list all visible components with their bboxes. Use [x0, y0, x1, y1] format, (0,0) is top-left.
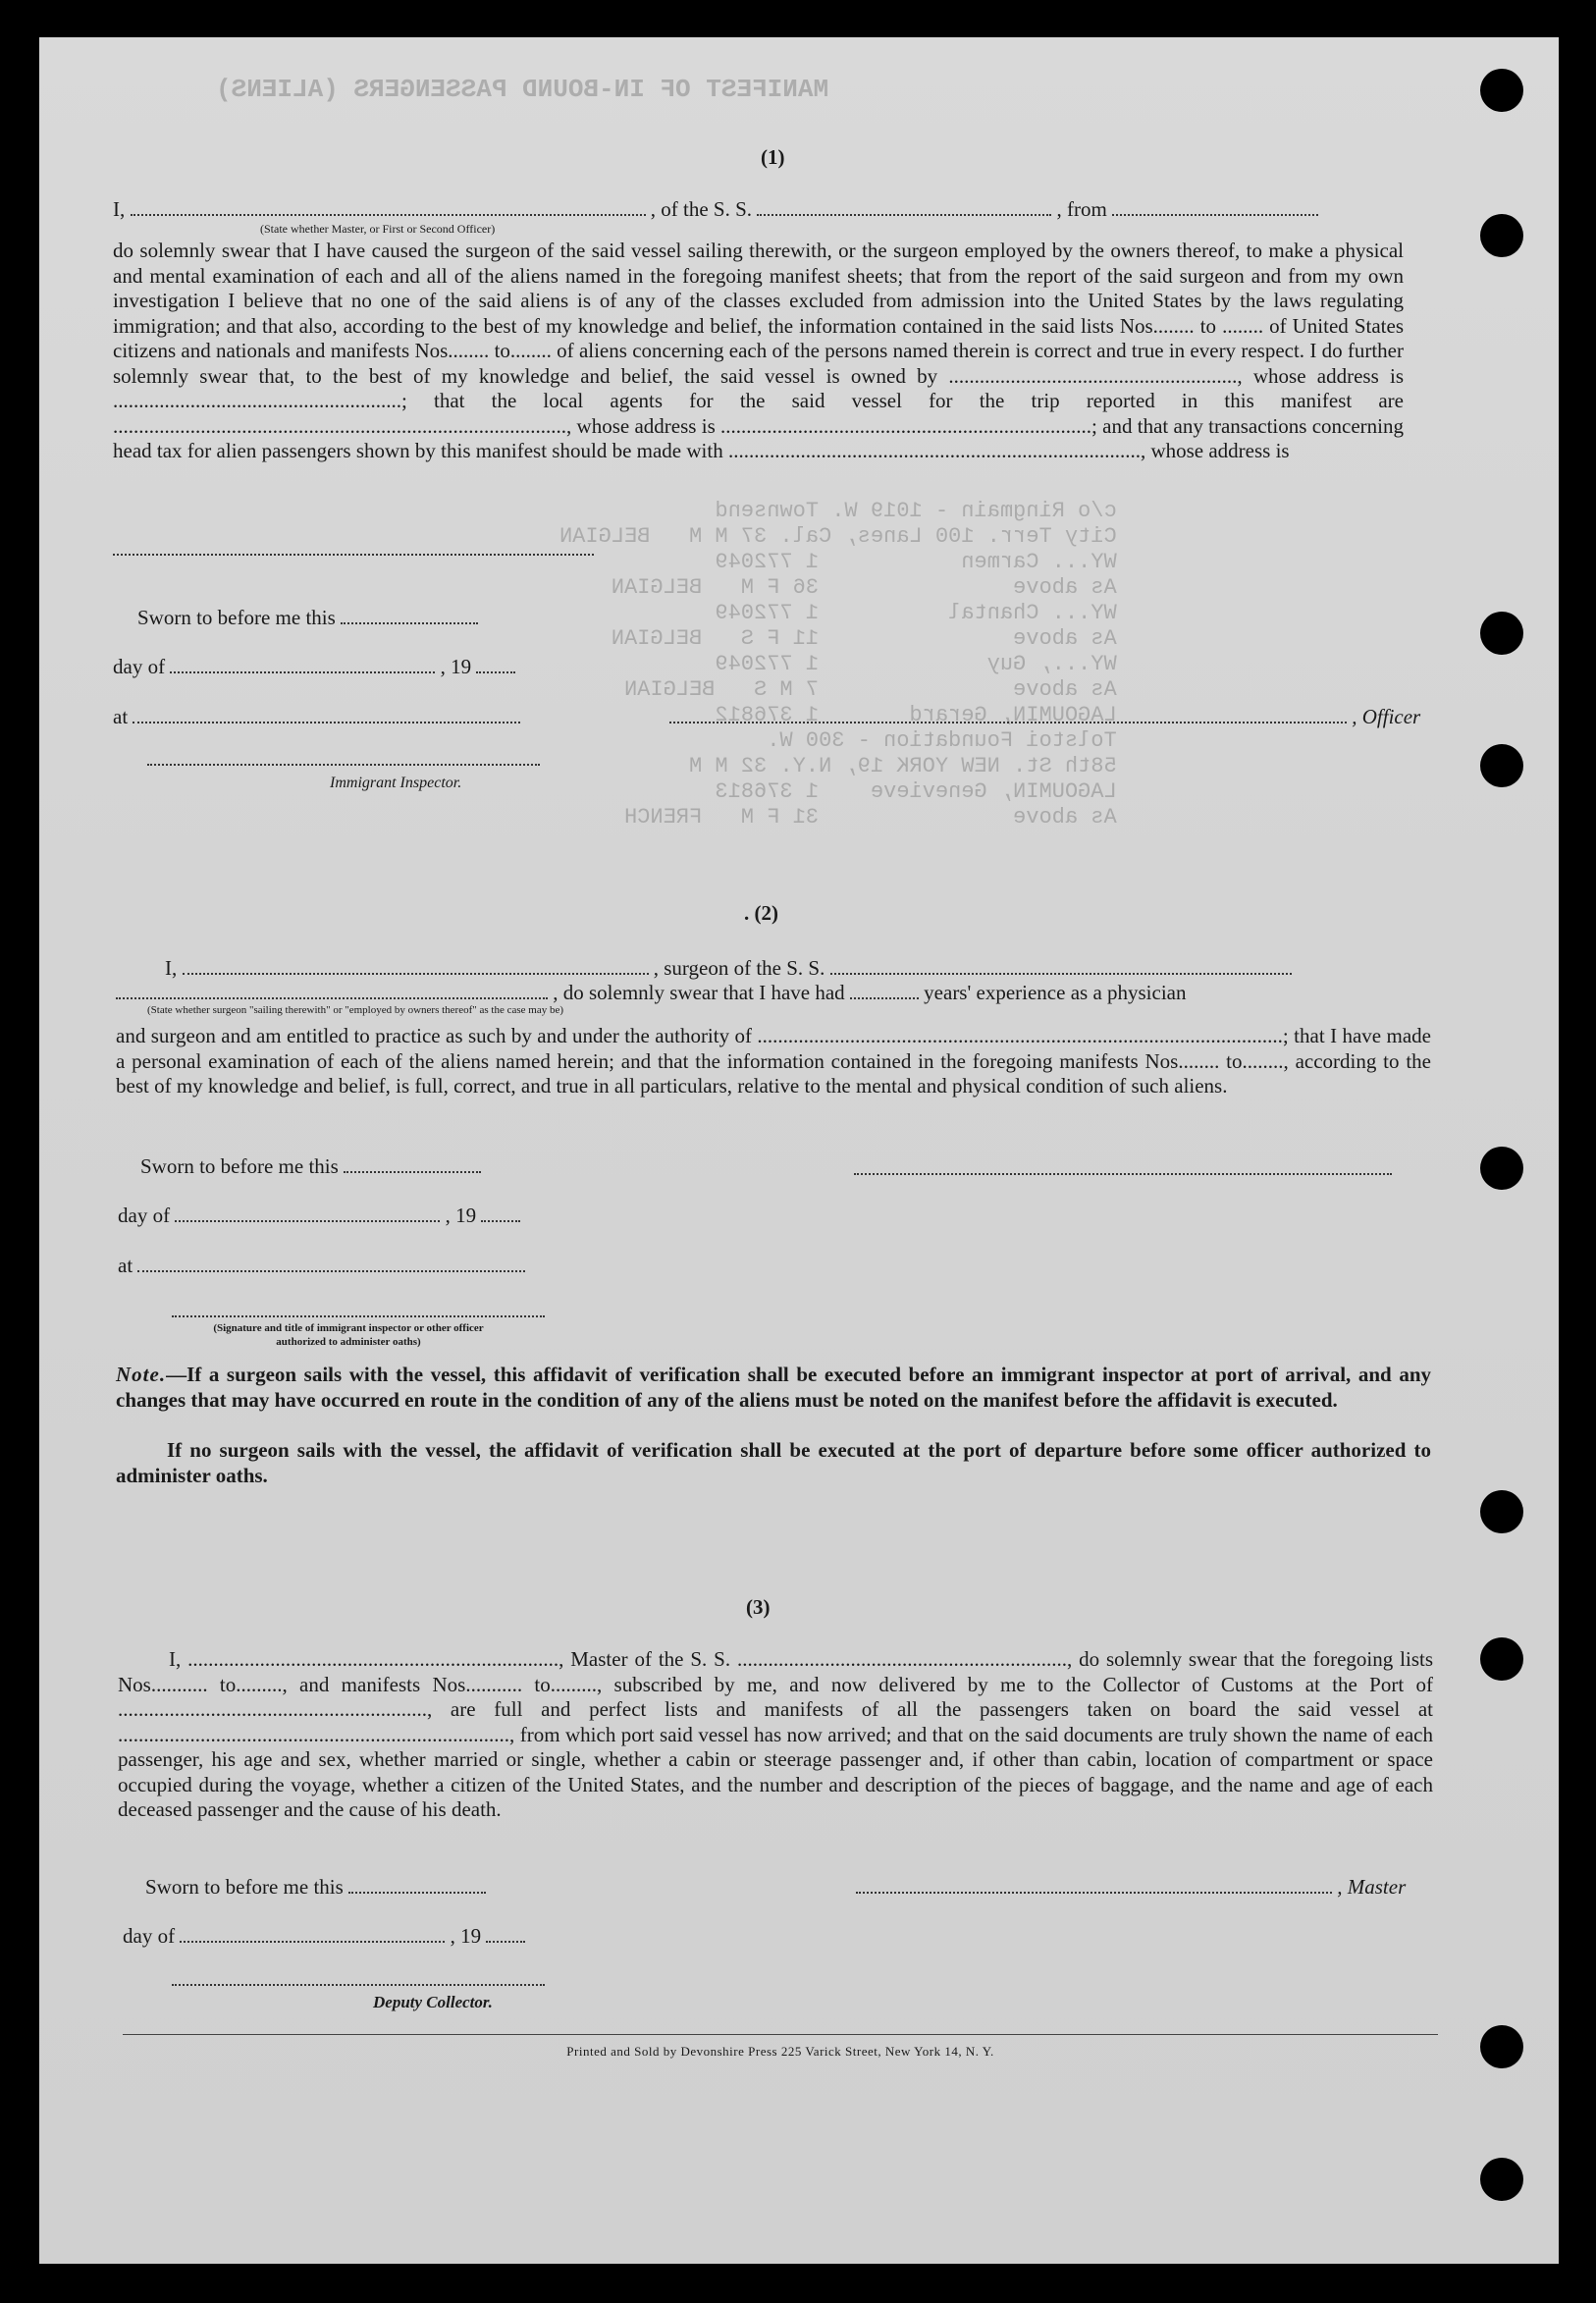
day-of-label: day of [113, 655, 166, 678]
day-of-label-3: day of [123, 1924, 176, 1948]
section-2-swear-line [116, 980, 1187, 1004]
section-2-header-line [165, 955, 1431, 980]
sworn-label-2: Sworn to before me this [140, 1154, 339, 1178]
vessel-name-field[interactable] [757, 196, 1051, 216]
punch-hole-1 [1480, 69, 1523, 112]
note-block [116, 1363, 1431, 1413]
day-of-label-2: day of [118, 1204, 171, 1227]
officer-caption: (State whether Master, or First or Second Officer) [260, 222, 496, 236]
year-field-2[interactable] [481, 1203, 520, 1222]
section-1-sworn-line [137, 605, 478, 629]
deputy-collector-label: Deputy Collector. [373, 1993, 493, 2011]
note-block-2 [116, 1438, 1431, 1488]
officer-name-field[interactable] [131, 196, 646, 216]
at-label-2: at [118, 1254, 133, 1277]
bleed-through-entries: c/o Ringmain - 1019 W. Townsend City Terr. 100 Lanes, Cal. 37 M M BELGIAN WY... Carmen 1 772049 As above 36 F M BELGIAN WY... Chantal 1 772049 As above 11 F S BELGIAN WY..., Guy 1 772049 As above 7 M S BELGIAN LAGOUMIN, Gerard 1 376812 Tolstoi Foundation - 300 W. 58th St. NEW YORK 19, N.Y. 32 M M LAGOUMIN, Genevieve 1 376813 As above 31 F M FRENCH [559, 499, 1117, 830]
of-the-ss-label: , of the S. S. [650, 197, 753, 221]
surgeon-caption: (State whether surgeon "sailing therewith" or "employed by owners thereof" as the case may be) [147, 1004, 564, 1016]
sworn-date-field-2[interactable] [344, 1153, 481, 1173]
section-2-sworn-line [140, 1153, 481, 1178]
punch-hole-5 [1480, 1147, 1523, 1190]
officer-signature-rule-2 [172, 1315, 545, 1317]
punch-hole-8 [1480, 2025, 1523, 2068]
deputy-signature-rule [172, 1984, 545, 1986]
years-label: years' experience as a physician [924, 981, 1187, 1004]
section-2-body: and surgeon and am entitled to practice as such by and under the authority of ......................................................................................................; that I have made a personal examination of each of the aliens named herein; and that the information contained in the foregoing manifests Nos........ to........, according to the best of my knowledge and belief, is full, correct, and true in all particulars, relative to the mental and physical condition of such aliens. [116, 1024, 1431, 1098]
section-3-number: (3) [746, 1595, 771, 1619]
document-page [39, 37, 1559, 2264]
surgeon-vessel-field[interactable] [830, 955, 1292, 975]
note-label: Note. [116, 1363, 167, 1386]
year-label-2: , 19 [445, 1204, 477, 1227]
day-month-field[interactable] [170, 654, 435, 673]
sworn-label-3: Sworn to before me this [145, 1875, 344, 1899]
note-text-2: If no surgeon sails with the vessel, the affidavit of verification shall be executed at the port of departure before some officer authorized to administer oaths. [116, 1438, 1431, 1487]
signature-caption: (Signature and title of immigrant inspector or other officer authorized to administer oaths) [213, 1322, 484, 1348]
surgeon-type-field[interactable] [116, 980, 548, 999]
section-1-at-line [113, 704, 520, 728]
punch-hole-6 [1480, 1490, 1523, 1533]
footer-rule [123, 2034, 1438, 2035]
at-place-field[interactable] [133, 704, 520, 723]
master-label: , Master [1337, 1875, 1407, 1899]
day-month-field-2[interactable] [175, 1203, 440, 1222]
section-1-body: do solemnly swear that I have caused the surgeon of the said vessel sailing therewith, or the surgeon employed by the owners thereof, to make a physical and mental examination of each and all of the aliens named in the foregoing manifest sheets; that from the report of the said surgeon and from my own investigation I believe that no one of the said aliens is of any of the classes excluded from admission into the United States by the laws regulating immigration; and that also, according to the best of my knowledge and belief, the information contained in the said lists Nos........ to ........ of United States citizens and nationals and manifests Nos........ to........ of aliens concerning each of the persons named therein is correct and true in every respect. I do further solemnly swear that, to the best of my knowledge and belief, the said vessel is owned by ........................................................, whose address is ........................................................; that the local agents for the said vessel for the trip reported in this manifest are ........................................................................................, whose address is ........................................................................; and that any transactions concerning head tax for alien passengers shown by this manifest should be made with ................................................................................, whose address is [113, 239, 1404, 462]
sworn-date-field[interactable] [341, 605, 478, 624]
punch-hole-4 [1480, 744, 1523, 787]
printer-footer: Printed and Sold by Devonshire Press 225 Varick Street, New York 14, N. Y. [566, 2044, 994, 2059]
day-month-field-3[interactable] [180, 1923, 445, 1943]
punch-hole-7 [1480, 1637, 1523, 1681]
swear-label: , do solemnly swear that I have had [553, 981, 845, 1004]
from-label: , from [1056, 197, 1107, 221]
year-field[interactable] [476, 654, 515, 673]
from-port-field[interactable] [1112, 196, 1318, 216]
section-2-day-line [118, 1203, 520, 1227]
master-signature-line [856, 1874, 1406, 1899]
section-1-header-line [113, 196, 1404, 221]
section-1-day-line [113, 654, 515, 678]
sworn-date-field-3[interactable] [348, 1874, 486, 1894]
section-1-trailing-line [113, 536, 594, 561]
intro-i-2: I, [165, 956, 178, 980]
year-label-3: , 19 [450, 1924, 482, 1948]
officer-signature-line [669, 704, 1420, 728]
officer-label: , Officer [1352, 705, 1421, 728]
agent-address-field[interactable] [113, 536, 594, 556]
at-place-field-2[interactable] [137, 1253, 525, 1272]
surgeon-signature-rule [854, 1173, 1392, 1175]
section-3-day-line [123, 1923, 525, 1948]
section-3-sworn-line [145, 1874, 486, 1899]
bleed-through-header: MANIFEST OF IN-BOUND PASSENGERS (ALIENS) [216, 75, 829, 104]
years-experience-field[interactable] [850, 980, 919, 999]
punch-hole-9 [1480, 2158, 1523, 2201]
punch-hole-3 [1480, 612, 1523, 655]
section-1-number: (1) [761, 145, 785, 169]
sworn-label: Sworn to before me this [137, 606, 336, 629]
master-signature-field[interactable] [856, 1874, 1332, 1894]
surgeon-of-label: , surgeon of the S. S. [653, 956, 825, 980]
immigrant-inspector-label: Immigrant Inspector. [330, 775, 462, 791]
at-label: at [113, 705, 129, 728]
surgeon-name-field[interactable] [183, 955, 649, 975]
inspector-signature-rule [147, 764, 540, 766]
section-2-at-line [118, 1253, 525, 1277]
year-label: , 19 [440, 655, 472, 678]
section-3-body: I, ........................................................................, Master of the S. S. ................................................................, do solemnly swear that the foregoing lists Nos........... to........., and manifests Nos........... to........., subscribed by me, and now delivered by me to the Collector of Customs at the Port of ............................................................, are full and perfect lists and manifests of all the passengers taken on board the said vessel at ............................................................................, from which port said vessel has now arrived; and that on the said documents are truly shown the name of each passenger, his age and sex, whether married or single, whether a cabin or steerage passenger and, if other than cabin, location of compartment or space occupied during the voyage, whether a citizen of the United States, and the number and description of the pieces of baggage, and the name and age of each deceased passenger and the cause of his death. [118, 1647, 1433, 1821]
intro-i: I, [113, 197, 126, 221]
punch-hole-2 [1480, 214, 1523, 257]
note-text-1: —If a surgeon sails with the vessel, this affidavit of verification shall be executed before an immigrant inspector at port of arrival, and any changes that may have occurred en route in the condition of any of the aliens must be noted on the manifest before the affidavit is executed. [116, 1363, 1431, 1412]
officer-signature-field[interactable] [669, 704, 1347, 723]
year-field-3[interactable] [486, 1923, 525, 1943]
section-2-number: . (2) [744, 901, 778, 925]
